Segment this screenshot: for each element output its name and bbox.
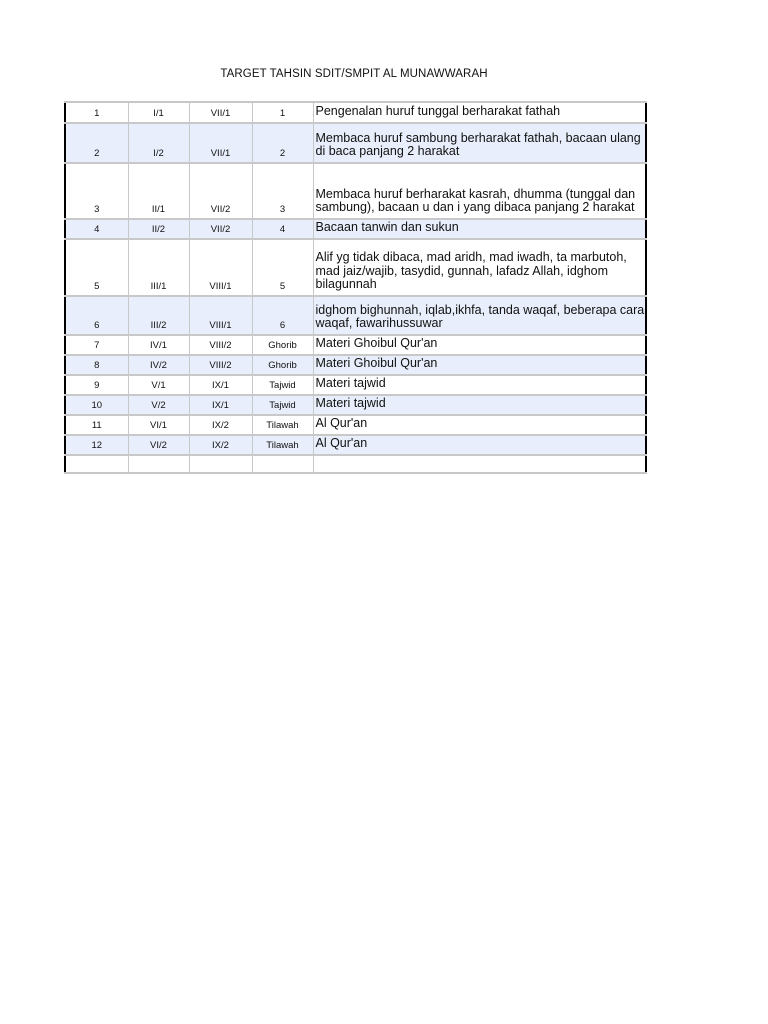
cell-no: 6: [65, 296, 128, 335]
cell-level: Tajwid: [252, 395, 313, 415]
page-title: TARGET TAHSIN SDIT/SMPIT AL MUNAWWARAH: [220, 68, 488, 80]
table-row: [65, 395, 646, 415]
cell-no: 9: [65, 375, 128, 395]
cell-materi: Materi Ghoibul Qur'an: [313, 355, 646, 375]
table-row: [65, 239, 646, 296]
cell-level: 3: [252, 163, 313, 219]
cell-smp-class: VII/1: [189, 123, 252, 163]
cell-smp-class: VIII/1: [189, 296, 252, 335]
cell-no: 1: [65, 102, 128, 123]
cell-sd-class: IV/1: [128, 335, 189, 355]
cell-smp-class: IX/2: [189, 435, 252, 455]
cell-smp-class: VIII/2: [189, 355, 252, 375]
cell-materi: idghom bighunnah, iqlab,ikhfa, tanda waqaf, beberapa cara waqaf, fawarihussuwar: [313, 296, 646, 335]
cell-materi: Materi Ghoibul Qur'an: [313, 335, 646, 355]
cell-smp-class: IX/2: [189, 415, 252, 435]
table-row-empty: [65, 455, 646, 473]
cell-level: Tajwid: [252, 375, 313, 395]
cell-sd-class: I/2: [128, 123, 189, 163]
cell-level: 1: [252, 102, 313, 123]
cell-materi: Bacaan tanwin dan sukun: [313, 219, 646, 239]
cell-smp-class: VII/2: [189, 219, 252, 239]
table-row: [65, 219, 646, 239]
cell-sd-class: II/2: [128, 219, 189, 239]
table-row: [65, 335, 646, 355]
cell-materi: Alif yg tidak dibaca, mad aridh, mad iwadh, ta marbutoh, mad jaiz/wajib, tasydid, gunnah, lafadz Allah, idghom bilagunnah: [313, 239, 646, 296]
cell-materi: Materi tajwid: [313, 375, 646, 395]
cell-materi: Materi tajwid: [313, 395, 646, 415]
table-row: [65, 355, 646, 375]
cell-materi: Al Qur'an: [313, 415, 646, 435]
cell-sd-class: VI/2: [128, 435, 189, 455]
cell-sd-class: VI/1: [128, 415, 189, 435]
cell-sd-class: V/1: [128, 375, 189, 395]
cell-sd-class: III/1: [128, 239, 189, 296]
table-row: [65, 375, 646, 395]
table-row: [65, 123, 646, 163]
cell-smp-class: IX/1: [189, 395, 252, 415]
cell-empty: [189, 455, 252, 473]
cell-sd-class: IV/2: [128, 355, 189, 375]
cell-no: 11: [65, 415, 128, 435]
cell-no: 8: [65, 355, 128, 375]
cell-level: Ghorib: [252, 355, 313, 375]
cell-smp-class: VII/1: [189, 102, 252, 123]
cell-sd-class: II/1: [128, 163, 189, 219]
cell-empty: [252, 455, 313, 473]
cell-materi: Membaca huruf sambung berharakat fathah, bacaan ulang di baca panjang 2 harakat: [313, 123, 646, 163]
cell-level: 5: [252, 239, 313, 296]
cell-level: 6: [252, 296, 313, 335]
cell-smp-class: VIII/1: [189, 239, 252, 296]
cell-smp-class: VIII/2: [189, 335, 252, 355]
cell-level: 4: [252, 219, 313, 239]
table-row: [65, 296, 646, 335]
target-table: [64, 101, 647, 474]
table-row: [65, 415, 646, 435]
cell-empty: [65, 455, 128, 473]
cell-level: 2: [252, 123, 313, 163]
cell-no: 2: [65, 123, 128, 163]
cell-no: 10: [65, 395, 128, 415]
cell-level: Ghorib: [252, 335, 313, 355]
cell-no: 4: [65, 219, 128, 239]
cell-empty: [128, 455, 189, 473]
cell-no: 3: [65, 163, 128, 219]
cell-materi: Pengenalan huruf tunggal berharakat fathah: [313, 102, 646, 123]
cell-smp-class: IX/1: [189, 375, 252, 395]
table-row: [65, 102, 646, 123]
cell-no: 5: [65, 239, 128, 296]
cell-smp-class: VII/2: [189, 163, 252, 219]
table-row: [65, 435, 646, 455]
cell-sd-class: V/2: [128, 395, 189, 415]
cell-empty: [313, 455, 646, 473]
cell-no: 7: [65, 335, 128, 355]
cell-materi: Membaca huruf berharakat kasrah, dhumma (tunggal dan sambung), bacaan u dan i yang dibaca panjang 2 harakat: [313, 163, 646, 219]
cell-no: 12: [65, 435, 128, 455]
cell-materi: Al Qur'an: [313, 435, 646, 455]
cell-sd-class: I/1: [128, 102, 189, 123]
table-row: [65, 163, 646, 219]
cell-sd-class: III/2: [128, 296, 189, 335]
cell-level: Tilawah: [252, 435, 313, 455]
cell-level: Tilawah: [252, 415, 313, 435]
